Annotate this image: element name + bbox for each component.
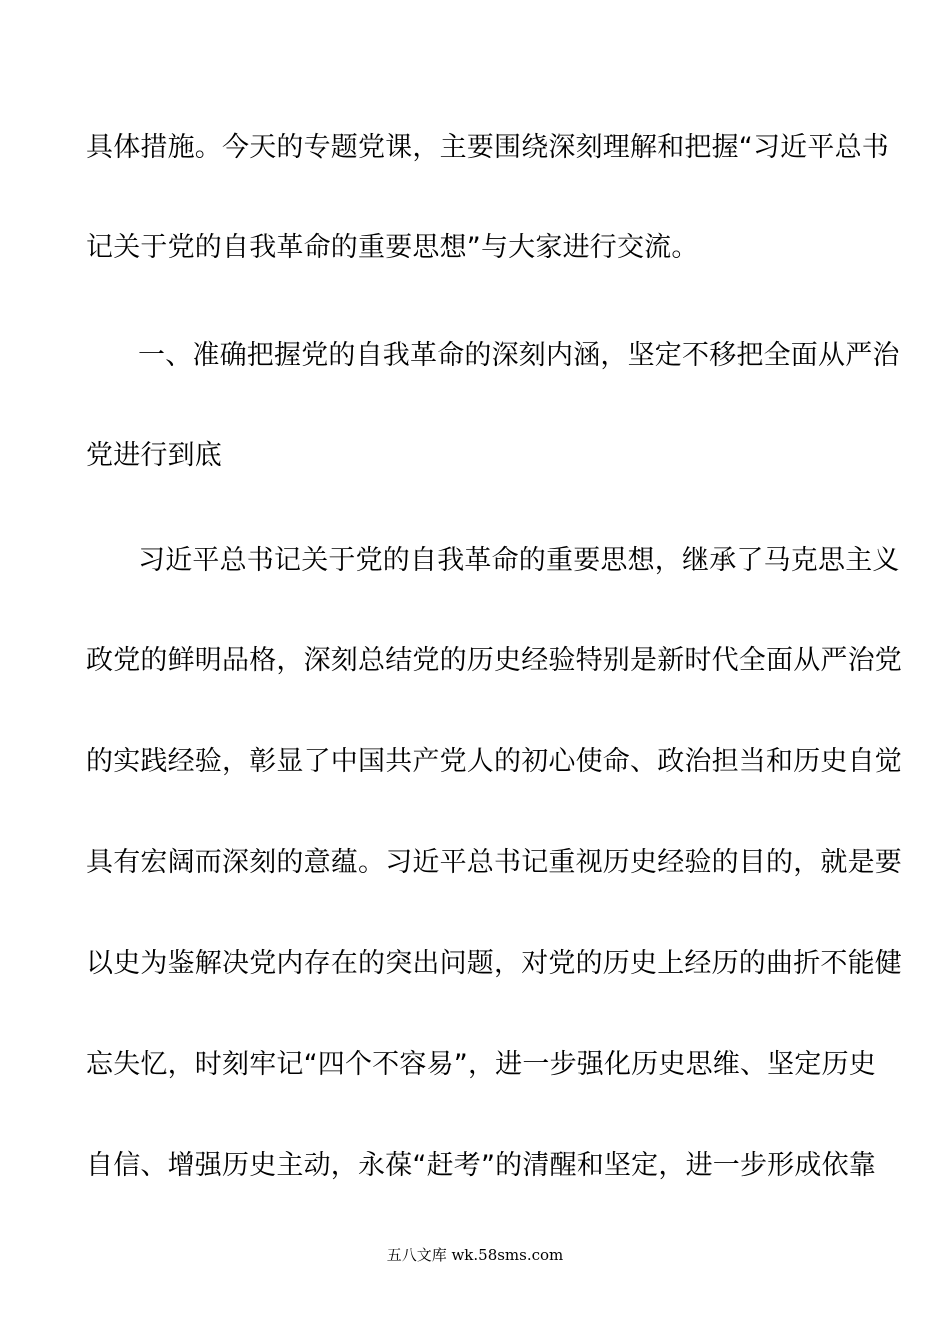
- footer-watermark-text: 五八文库 wk.58sms.com: [386, 1246, 564, 1264]
- body-text-line: 的实践经验，彰显了中国共产党人的初心使命、政治担当和历史自觉: [86, 746, 902, 777]
- body-text-line: 政党的鲜明品格，深刻总结党的历史经验特别是新时代全面从严治党: [86, 645, 902, 676]
- body-text-line: 自信、增强历史主动，永葆“赶考”的清醒和坚定，进一步形成依靠: [86, 1150, 876, 1181]
- body-text-line: 习近平总书记关于党的自我革命的重要思想，继承了马克思主义: [138, 545, 900, 576]
- body-text-line: 忘失忆，时刻牢记“四个不容易”，进一步强化历史思维、坚定历史: [86, 1049, 876, 1080]
- body-text-line: 具体措施。今天的专题党课，主要围绕深刻理解和把握“习近平总书: [86, 132, 889, 163]
- section-heading-line: 党进行到底: [86, 440, 222, 471]
- body-text-line: 记关于党的自我革命的重要思想”与大家进行交流。: [86, 232, 699, 263]
- body-text-line: 具有宏阔而深刻的意蕴。习近平总书记重视历史经验的目的，就是要: [86, 847, 902, 878]
- section-heading-line: 一、准确把握党的自我革命的深刻内涵，坚定不移把全面从严治: [138, 340, 900, 371]
- body-text-line: 以史为鉴解决党内存在的突出问题，对党的历史上经历的曲折不能健: [86, 948, 902, 979]
